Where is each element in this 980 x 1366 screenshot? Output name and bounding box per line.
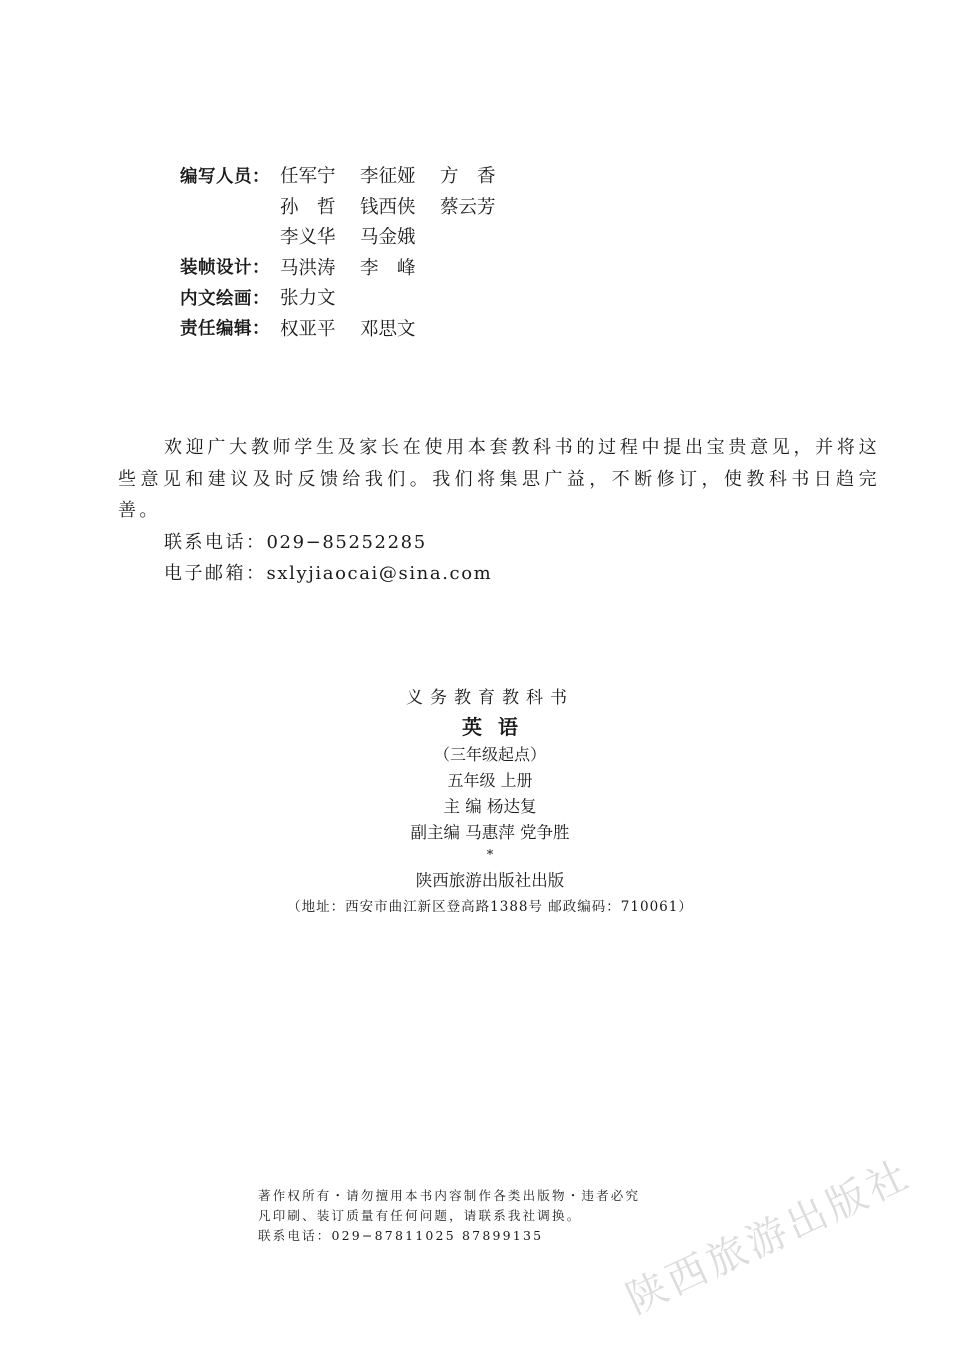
credit-row-editors: [180, 313, 520, 344]
quality-notice: 凡印刷、装订质量有任何问题，请联系我社调换。: [258, 1208, 582, 1223]
contact-email: [118, 558, 880, 590]
contact-email-label: 电子邮箱：: [164, 563, 267, 584]
book-grade: 五年级 上册: [447, 771, 533, 790]
credit-name: 方 香: [440, 166, 496, 188]
credit-name: 任军宁: [280, 166, 336, 188]
credit-row-writers-3: [180, 221, 520, 252]
separator-star: *: [486, 848, 494, 863]
book-info: [240, 684, 740, 918]
credit-name: 李义华: [280, 227, 336, 249]
credit-row-design: [180, 252, 520, 283]
contact-phone: [118, 527, 880, 559]
credit-name: 钱西侠: [360, 196, 416, 218]
credit-name: 马洪涛: [280, 257, 336, 279]
credit-name: 李 峰: [360, 257, 416, 279]
credit-name: 权亚平: [280, 318, 336, 340]
credit-name: 马金娥: [360, 227, 416, 249]
contact-phone-value: 029−85252285: [266, 531, 427, 553]
credit-name: 蔡云芳: [440, 196, 496, 218]
book-editor: 主 编 杨达复: [443, 797, 537, 816]
credit-label: 编写人员：: [180, 166, 270, 187]
book-subtitle: （三年级起点）: [433, 745, 546, 764]
book-publisher: 陕西旅游出版社出版: [415, 871, 565, 890]
publisher-watermark: 陕西旅游出版社: [619, 1151, 919, 1324]
credit-row-illustration: [180, 282, 520, 313]
credit-row-writers-2: [180, 191, 520, 222]
credit-label: 装帧设计：: [180, 258, 270, 279]
credit-row-writers: [180, 160, 520, 191]
book-deputy-editor: 副主编 马惠萍 党争胜: [410, 823, 570, 842]
credit-name: 张力文: [280, 288, 336, 310]
feedback-paragraph: 欢迎广大教师学生及家长在使用本套教科书的过程中提出宝贵意见，并将这些意见和建议及时反馈给我们。我们将集思广益，不断修订，使教科书日趋完善。: [118, 437, 880, 521]
footer-notice: [258, 1186, 640, 1246]
book-series: 义务教育教科书: [406, 688, 574, 708]
contact-phone-label: 联系电话：: [164, 531, 267, 553]
publisher-address: （地址：西安市曲江新区登高路1388号 邮政编码：710061）: [287, 899, 693, 915]
credit-label: 责任编辑：: [180, 319, 270, 340]
contact-email-value: sxlyjiaocai@sina.com: [266, 563, 493, 584]
footer-phone: 联系电话：029−87811025 87899135: [258, 1228, 544, 1243]
copyright-notice: 著作权所有・请勿擅用本书内容制作各类出版物・违者必究: [258, 1188, 641, 1203]
feedback-block: [118, 432, 880, 590]
credit-name: 李征娅: [360, 166, 416, 188]
credit-label: 内文绘画：: [180, 288, 270, 309]
book-title: 英语: [462, 715, 534, 739]
credit-name: 孙 哲: [280, 196, 336, 218]
credits-block: [180, 160, 520, 343]
credit-name: 邓思文: [360, 318, 416, 340]
